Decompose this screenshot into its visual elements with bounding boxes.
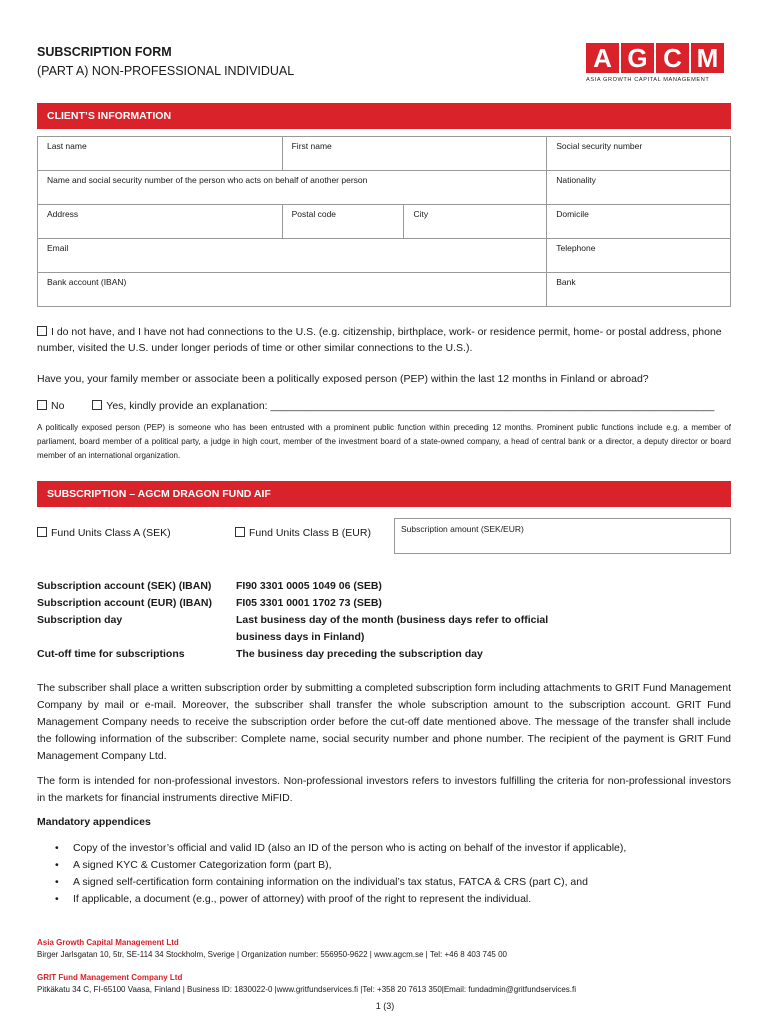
subscription-amount-field[interactable]	[394, 518, 731, 554]
ssn-field[interactable]	[547, 137, 731, 171]
pep-options	[37, 398, 731, 414]
field-label: Postal code	[291, 209, 337, 219]
footer-company-address: Pitkäkatu 34 C, FI-65100 Vaasa, Finland | Business ID: 1830022-0 |www.gritfundservices.fi |Tel: +358 20 7613 350|Email: fundadmin@gritfundservices.fi	[37, 985, 577, 994]
appendices-list	[55, 840, 695, 908]
class-a-label: Fund Units Class A (SEK)	[51, 527, 171, 539]
subscription-instructions: The subscriber shall place a written subscription order by submitting a completed subscription form including attachments to GRIT Fund Management Company by mail or e-mail. Moreover, the subscriber shall transfer the whole subscription amount to the subscription account. GRIT Fund Management Company needs to receive the subscription order before the cut-off date mentioned above. The message of the transfer shall include the following information of the subscriber: Complete name, social security number and phone number. The recipient of the payment is GRIT Fund Management Company Ltd.	[37, 682, 731, 762]
account-label: Subscription account (SEK) (IBAN)	[37, 580, 212, 592]
account-row	[37, 646, 731, 663]
footer-company-address: Birger Jarlsgatan 10, 5tr, SE-114 34 Stockholm, Sverige | Organization number: 556950-9622 | www.agcm.se | Tel: +46 8 403 745 00	[37, 950, 507, 959]
logo-letter: M	[691, 43, 724, 73]
appendices-heading: Mandatory appendices	[37, 816, 151, 828]
class-a-option[interactable]	[37, 527, 171, 539]
class-b-option[interactable]	[235, 527, 371, 539]
footer-company-name: GRIT Fund Management Company Ltd	[37, 973, 183, 982]
pep-yes-label: Yes, kindly provide an explanation: ____________________________________________________________________________	[106, 400, 715, 412]
telephone-field[interactable]	[547, 239, 731, 273]
pep-definition: A politically exposed person (PEP) is someone who has been entrusted with a prominent public function within preceding 12 months. Prominent public functions include e.g. a member of parliament, board member of a political party, a judge in high court, member of the investment board of a state-owned company, a head of central bank or a director, a deputy director or board member of an international organization.	[37, 423, 731, 460]
footer-company-name: Asia Growth Capital Management Ltd	[37, 938, 179, 947]
field-label: Email	[47, 243, 69, 253]
subscription-amount-label: Subscription amount (SEK/EUR)	[401, 524, 524, 534]
field-label: Bank account (IBAN)	[47, 277, 127, 287]
field-label: Telephone	[556, 243, 596, 253]
class-b-checkbox[interactable]	[235, 527, 245, 537]
field-label: Last name	[47, 141, 87, 151]
field-label: First name	[291, 141, 332, 151]
fund-class-row	[37, 518, 731, 554]
field-label: Nationality	[556, 175, 596, 185]
form-subtitle: (PART A) NON-PROFESSIONAL INDIVIDUAL	[37, 64, 295, 78]
form-title: SUBSCRIPTION FORM	[37, 45, 172, 59]
list-item: • A signed self-certification form containing information on the individual’s tax status, FATCA & CRS (part C), and	[55, 874, 695, 891]
field-label: Social security number	[556, 141, 643, 151]
field-label: Bank	[556, 277, 576, 287]
representative-field[interactable]	[38, 171, 547, 205]
pep-no-checkbox[interactable]	[37, 400, 47, 410]
postal-code-field[interactable]	[282, 205, 404, 239]
account-row	[37, 612, 731, 646]
last-name-field[interactable]	[38, 137, 283, 171]
account-value: FI05 3301 0001 1702 73 (SEB)	[236, 597, 382, 609]
list-item: • A signed KYC & Customer Categorization form (part B),	[55, 857, 695, 874]
city-field[interactable]	[404, 205, 547, 239]
client-info-table	[37, 136, 731, 307]
account-label: Cut-off time for subscriptions	[37, 648, 185, 660]
account-label: Subscription day	[37, 614, 123, 626]
logo-letter: G	[621, 43, 654, 73]
field-label: Address	[47, 209, 79, 219]
logo-tagline: ASIA GROWTH CAPITAL MANAGEMENT	[586, 77, 710, 83]
page-number: 1 (3)	[375, 1001, 395, 1011]
nationality-field[interactable]	[547, 171, 731, 205]
account-label: Subscription account (EUR) (IBAN)	[37, 597, 212, 609]
subscription-accounts	[37, 578, 731, 663]
account-value: Last business day of the month (business days refer to official business days in Finland)	[236, 614, 549, 643]
agcm-logo	[586, 43, 726, 85]
account-value: FI90 3301 0005 1049 06 (SEB)	[236, 580, 382, 592]
pep-no-label: No	[51, 400, 65, 412]
us-statement	[37, 324, 731, 356]
class-b-label: Fund Units Class B (EUR)	[249, 527, 371, 539]
field-label: Domicile	[556, 209, 589, 219]
field-label: Name and social security number of the person who acts on behalf of another person	[47, 175, 368, 185]
subscription-heading: SUBSCRIPTION – AGCM DRAGON FUND AIF	[37, 481, 731, 507]
domicile-field[interactable]	[547, 205, 731, 239]
client-info-heading: CLIENT’S INFORMATION	[37, 103, 731, 129]
address-field[interactable]	[38, 205, 283, 239]
class-a-checkbox[interactable]	[37, 527, 47, 537]
bank-field[interactable]	[547, 273, 731, 307]
pep-question: Have you, your family member or associate been a politically exposed person (PEP) within the last 12 months in Finland or abroad?	[37, 373, 649, 385]
footer-agcm	[37, 937, 731, 961]
pep-yes-checkbox[interactable]	[92, 400, 102, 410]
us-statement-text: I do not have, and I have not had connections to the U.S. (e.g. citizenship, birthplace, work- or residence permit, home- or postal address, phone number, visited the U.S. under longer periods of time or other similar connections to the U.S.).	[37, 326, 722, 354]
list-item: • If applicable, a document (e.g., power of attorney) with proof of the right to represent the individual.	[55, 891, 695, 908]
email-field[interactable]	[38, 239, 547, 273]
logo-letter: A	[586, 43, 619, 73]
first-name-field[interactable]	[282, 137, 547, 171]
us-checkbox[interactable]	[37, 326, 47, 336]
account-row	[37, 595, 731, 612]
field-label: City	[413, 209, 429, 219]
bank-account-field[interactable]	[38, 273, 547, 307]
list-item: • Copy of the investor’s official and valid ID (also an ID of the person who is acting on behalf of the investor if applicable),	[55, 840, 695, 857]
account-value: The business day preceding the subscription day	[236, 648, 483, 660]
investor-criteria: The form is intended for non-professional investors. Non-professional investors refers to investors fulfilling the criteria for non-professional investors in the markets for financial instruments directive MiFID.	[37, 775, 731, 804]
footer-grit	[37, 972, 731, 996]
logo-letter: C	[656, 43, 689, 73]
account-row	[37, 578, 731, 595]
